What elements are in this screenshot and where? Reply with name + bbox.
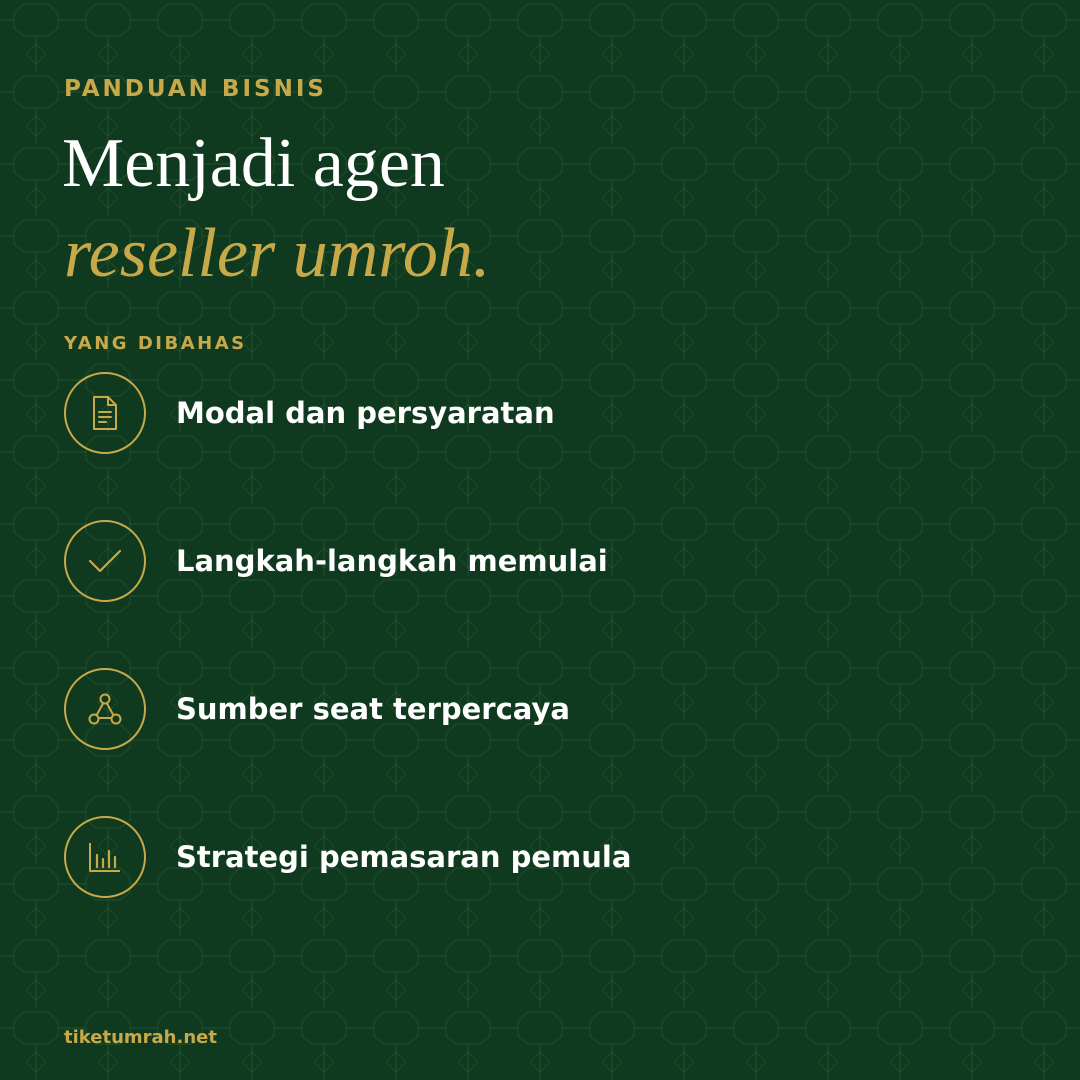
website-link[interactable]: tiketumrah.net [64, 1027, 217, 1048]
check-icon [64, 520, 146, 602]
topic-item-modal [64, 372, 764, 458]
network-icon [64, 668, 146, 750]
topic-item-sumber [64, 668, 764, 754]
topic-item-langkah [64, 520, 764, 606]
document-icon [64, 372, 146, 454]
section-label: YANG DIBAHAS [64, 333, 247, 354]
eyebrow-label: PANDUAN BISNIS [64, 76, 327, 102]
topic-label: Sumber seat terpercaya [176, 692, 570, 726]
topic-label: Strategi pemasaran pemula [176, 840, 632, 874]
topic-label: Modal dan persyaratan [176, 396, 555, 430]
page-subtitle: reseller umroh. [64, 215, 491, 292]
page-title: Menjadi agen [62, 125, 445, 202]
topic-label: Langkah-langkah memulai [176, 544, 608, 578]
topic-item-strategi [64, 816, 764, 902]
bar-chart-icon [64, 816, 146, 898]
